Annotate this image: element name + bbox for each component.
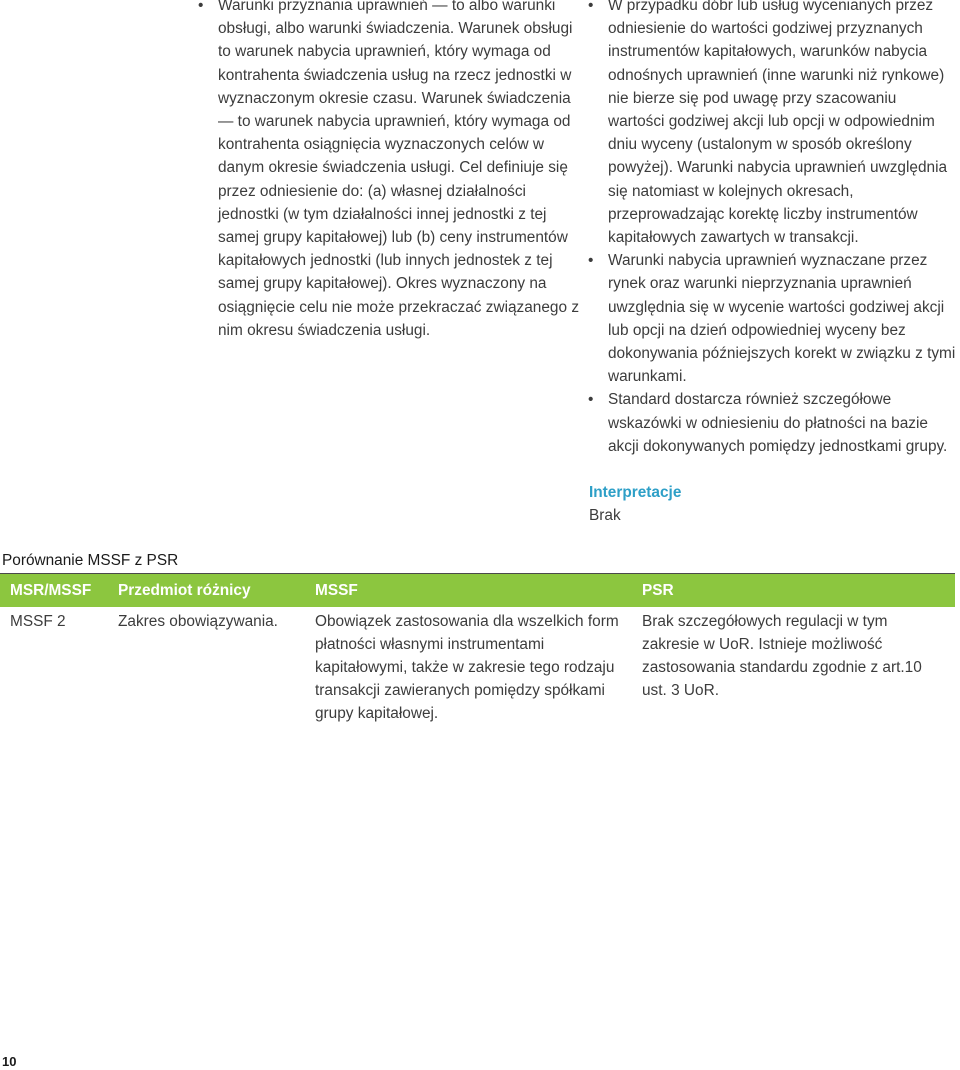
interpretations-heading: Interpretacje <box>589 484 682 501</box>
column-header-subject: Przedmiot różnicy <box>118 582 251 599</box>
list-item: • Warunki nabycia uprawnień wyznaczane przez rynek oraz warunki nieprzyznania uprawnień uwzględnia się w wycenie wartości godziwej akcji lub opcji na dzień odpowiedniej wyceny bez dokonywania późniejszych korekt w związku z tymi warunkami. <box>588 249 956 388</box>
page-number: 10 <box>2 1054 17 1069</box>
comparison-table-header <box>0 574 955 607</box>
column-header-standard: MSR/MSSF <box>10 582 92 599</box>
column-header-mssf: MSSF <box>315 582 358 599</box>
list-item: • Warunki przyznania uprawnień — to albo warunki obsługi, albo warunki świadczenia. Warunek obsługi to warunek nabycia uprawnień, który wymaga od kontrahenta świadczenia usług na rzecz jednostki w wyznaczonym okresie czasu. Warunek świadczenia — to warunek nabycia uprawnień, który wymaga od kontrahenta osiągnięcia wyznaczonych celów w danym okresie świadczenia usługi. Cel definiuje się przez odniesienie do: (a) własnej działalności jednostki (w tym działalności innej jednostki z tej samej grupy kapitałowej) lub (b) ceny instrumentów kapitałowych jednostki (lub innych jednostek z tej samej grupy kapitałowej). Okres wyznaczony na osiągnięcie celu nie może przekraczać związanego z nim okresu świadczenia usługi. <box>198 0 580 342</box>
interpretations-section <box>589 481 681 527</box>
interpretations-value: Brak <box>589 507 621 524</box>
cell-mssf: Obowiązek zastosowania dla wszelkich form płatności własnymi instrumentami kapitałowymi, także w zakresie tego rodzaju transakcji zawieranych pomiędzy spółkami grupy kapitałowej. <box>315 613 619 722</box>
cell-standard: MSSF 2 <box>10 613 66 630</box>
list-item: • W przypadku dóbr lub usług wycenianych przez odniesienie do wartości godziwej przyznanych instrumentów kapitałowych, warunków nabycia odnośnych uprawnień (inne warunki niż rynkowe) nie bierze się pod uwagę przy szacowaniu wartości godziwej akcji lub opcji w odpowiednim dniu wyceny (ustalonym w sposób określony powyżej). Warunki nabycia uprawnień uwzględnia się natomiast w kolejnych okresach, przeprowadzając korektę liczby instrumentów kapitałowych zawartych w transakcji. <box>588 0 956 249</box>
column-header-psr: PSR <box>642 582 674 599</box>
cell-subject: Zakres obowiązywania. <box>118 613 278 630</box>
left-text-column <box>198 0 580 342</box>
cell-psr: Brak szczegółowych regulacji w tym zakresie w UoR. Istnieje możliwość zastosowania standardu zgodnie z art.10 ust. 3 UoR. <box>642 613 922 699</box>
right-text-column <box>588 0 956 458</box>
list-item: • Standard dostarcza również szczegółowe wskazówki w odniesieniu do płatności na bazie akcji dokonywanych pomiędzy jednostkami grupy. <box>588 388 956 458</box>
comparison-title: Porównanie MSSF z PSR <box>2 552 179 569</box>
